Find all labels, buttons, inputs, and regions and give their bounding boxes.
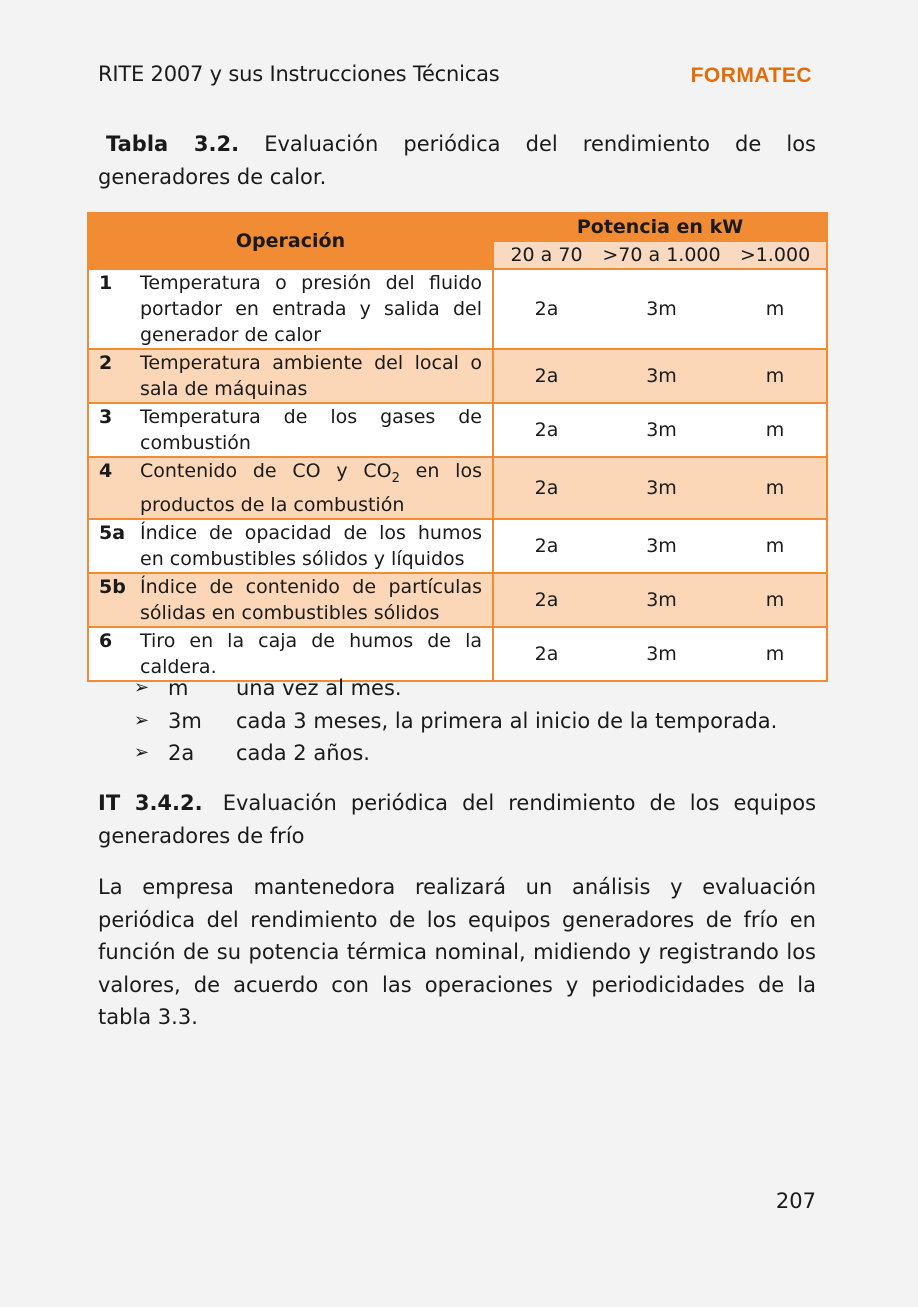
row-value: m [724, 269, 827, 349]
table-row [88, 349, 827, 403]
row-value: 2a [493, 573, 599, 627]
legend-code: 2a [168, 741, 195, 765]
subscript: 2 [391, 470, 400, 486]
table-row [88, 457, 827, 519]
row-number: 1 [88, 269, 140, 349]
legend-code: m [168, 676, 189, 700]
row-value: 3m [599, 573, 724, 627]
row-value: 3m [599, 403, 724, 457]
arrow-bullet-icon: ➢ [134, 677, 150, 698]
arrow-bullet-icon: ➢ [134, 742, 150, 763]
body-paragraph: La empresa mantenedora realizará un análisis y evaluación periódica del rendimiento de los equipos generadores de frío en función de su potencia térmica nominal, midiendo y registrando los valores, de acuerdo con las operaciones y periodicidades de la tabla 3.3. [98, 875, 816, 1029]
row-value: m [724, 573, 827, 627]
frequency-legend [134, 672, 777, 770]
row-description [140, 457, 493, 519]
row-value: 3m [599, 627, 724, 681]
row-value: 3m [599, 349, 724, 403]
legend-item [134, 705, 777, 738]
legend-item [134, 737, 777, 770]
power-header: Potencia en kW [493, 213, 827, 241]
row-description-text: Contenido de CO y CO [140, 460, 392, 482]
operation-header: Operación [88, 213, 493, 269]
row-description: Temperatura de los gases de combustión [140, 403, 493, 457]
row-description: Temperatura ambiente del local o sala de máquinas [140, 349, 493, 403]
row-value: 3m [599, 269, 724, 349]
table-row [88, 269, 827, 349]
row-number: 3 [88, 403, 140, 457]
row-value: 2a [493, 403, 599, 457]
row-value: m [724, 349, 827, 403]
section-text: Evaluación periódica del rendimiento de los equipos generadores de frío [98, 791, 817, 848]
legend-text: una vez al mes. [236, 676, 402, 700]
arrow-bullet-icon: ➢ [134, 709, 150, 731]
table-row [88, 519, 827, 573]
row-number: 5a [88, 519, 140, 573]
caption-text: Evaluación periódica del rendimiento de los generadores de calor. [98, 132, 816, 189]
section-label: IT 3.4.2. [98, 791, 203, 815]
caption-label: Tabla 3.2. [106, 132, 240, 156]
table-caption [98, 128, 816, 194]
row-value: m [724, 403, 827, 457]
row-value: 2a [493, 349, 599, 403]
column-header: 20 a 70 [493, 241, 599, 269]
row-value: 2a [493, 519, 599, 573]
row-description: Tiro en la caja de humos de la caldera. [140, 627, 493, 681]
running-header-title: RITE 2007 y sus Instrucciones Técnicas [98, 62, 500, 86]
row-value: 2a [493, 627, 599, 681]
row-value: m [724, 457, 827, 519]
row-number: 2 [88, 349, 140, 403]
page-number: 207 [775, 1189, 816, 1213]
row-value: 2a [493, 457, 599, 519]
row-number: 6 [88, 627, 140, 681]
legend-code: 3m [168, 708, 202, 733]
row-description: Índice de opacidad de los humos en combustibles sólidos y líquidos [140, 519, 493, 573]
row-value: m [724, 627, 827, 681]
legend-text: cada 3 meses, la primera al inicio de la temporada. [236, 708, 778, 733]
row-number: 5b [88, 573, 140, 627]
row-value: 3m [599, 457, 724, 519]
row-number: 4 [88, 457, 140, 519]
row-description: Temperatura o presión del fluido portador en entrada y salida del generador de calor [140, 269, 493, 349]
row-value: 2a [493, 269, 599, 349]
legend-item [134, 672, 777, 705]
brand-logo-text: FORMATEC [690, 64, 812, 87]
row-description-text: en los productos de la combustión [140, 460, 482, 516]
column-header: >70 a 1.000 [599, 241, 724, 269]
row-value: 3m [599, 519, 724, 573]
legend-text: cada 2 años. [236, 741, 370, 765]
table-row [88, 573, 827, 627]
row-value: m [724, 519, 827, 573]
table-row [88, 403, 827, 457]
maintenance-table [87, 212, 828, 682]
section-heading [98, 787, 816, 853]
row-description: Índice de contenido de partículas sólidas en combustibles sólidos [140, 573, 493, 627]
column-header: >1.000 [724, 241, 827, 269]
